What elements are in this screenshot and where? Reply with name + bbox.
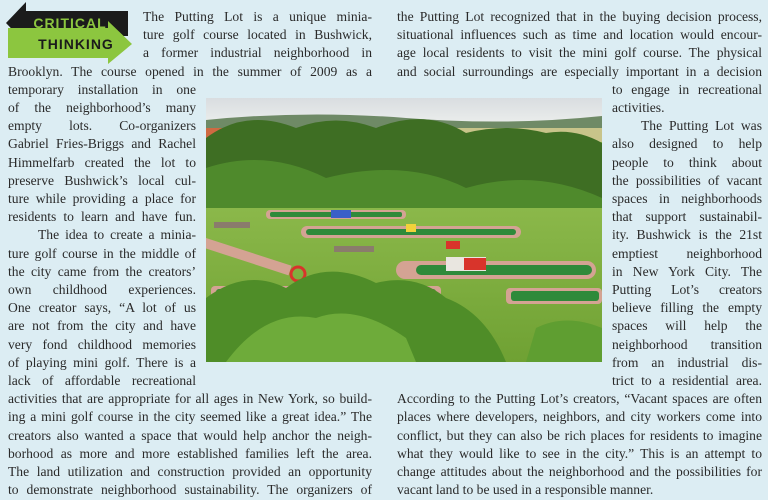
text-line: Gabriel Fries-Briggs and Rachel — [8, 136, 196, 152]
text-line: The Putting Lot is a unique minia- — [143, 9, 372, 24]
text-line: own childhood experiences. — [8, 282, 196, 297]
text-line: neighborhood transition — [612, 336, 762, 352]
text-line: empty lots. Co-organizers — [8, 118, 196, 134]
text-line: According to the Putting Lot’s creators, “Vacant spaces are often — [397, 391, 762, 407]
text-line: The land utilization and construction provided an opportunity — [8, 464, 372, 479]
text-line: trict to a residential area. — [612, 373, 762, 388]
text-line: are not from the city and have — [8, 318, 196, 334]
text-line: spaces in neighborhoods — [612, 191, 762, 206]
text-line: from an industrial dis- — [612, 354, 762, 370]
text-line: conflict, but they can also be rich places for residents to imagine — [397, 427, 762, 443]
text-line: One creator says, “A lot of us — [8, 300, 196, 316]
text-line: change attitudes about the neighborhood and the possibilities for — [397, 464, 762, 479]
text-line: also designed to help — [612, 136, 762, 152]
text-line: to demonstrate neighborhood sustainability. The organizers of — [8, 482, 372, 498]
text-line: people to think about — [612, 154, 762, 170]
text-line: believe filling the empty — [612, 300, 762, 316]
text-line: activities. — [612, 100, 665, 115]
text-line: preserve Bushwick’s local cul- — [8, 172, 196, 188]
text-line: The Putting Lot was — [641, 118, 762, 134]
badge-critical-label: CRITICAL — [33, 15, 107, 31]
text-line: of the neighborhood’s many — [8, 100, 196, 115]
text-line: residents to learn and have fun. — [8, 209, 196, 225]
text-line: to engage in recreational — [612, 81, 762, 97]
text-line: ing a mini golf course in the city seemed like a great idea.” The — [8, 409, 372, 425]
text-line: places where developers, neighbors, and city workers come into — [397, 409, 762, 425]
text-line: the city came from the creators’ — [8, 263, 196, 279]
text-line: situational influences such as time and location would encour- — [397, 27, 762, 43]
text-line: ity. Bushwick is the 21st — [612, 227, 762, 243]
text-line: vacant land to be used in a responsible manner. — [397, 482, 654, 498]
text-line: spaces will help the — [612, 318, 762, 334]
text-line: the Putting Lot recognized that in the buying decision process, — [397, 9, 762, 24]
text-line: in New York City. The — [612, 263, 762, 279]
text-line: a former industrial neighborhood in — [143, 45, 372, 61]
text-line: what they would like to see in the city.” This is an attempt to — [397, 445, 762, 461]
text-line: very fond childhood memories — [8, 336, 196, 352]
text-line: temporary installation in one — [8, 81, 196, 97]
text-line: Himmelfarb created the lot to — [8, 154, 196, 170]
text-line: lack of affordable recreational — [8, 373, 196, 388]
text-line: Brooklyn. The course opened in the summer of 2009 as a — [8, 63, 372, 79]
text-line: creators also wanted a space that would help anchor the neigh- — [8, 427, 372, 443]
text-line: activities that are appropriate for all ages in New York, so build- — [8, 391, 372, 407]
text-line: emptiest neighborhood — [612, 245, 762, 261]
text-line: Putting Lot’s creators — [612, 282, 762, 297]
text-line: ture golf course in the middle of — [8, 245, 196, 261]
text-line: The idea to create a minia- — [38, 227, 196, 243]
text-line: that support sustainabil- — [612, 209, 762, 225]
mini-golf-course-photo — [206, 98, 602, 362]
text-line: ture while providing a place for — [8, 191, 196, 206]
critical-thinking-badge — [6, 2, 132, 64]
text-line: and social surroundings are especially important in a decision — [397, 63, 762, 79]
text-line: the possibilities of vacant — [612, 172, 762, 188]
badge-thinking-label: THINKING — [38, 36, 114, 52]
text-line: borhood as more and more established families left the area. — [8, 445, 372, 461]
text-line: of playing mini golf. There is a — [8, 354, 196, 370]
text-line: age local residents to visit the mini golf course. The physical — [397, 45, 762, 61]
text-line: ture golf course located in Bushwick, — [143, 27, 372, 43]
